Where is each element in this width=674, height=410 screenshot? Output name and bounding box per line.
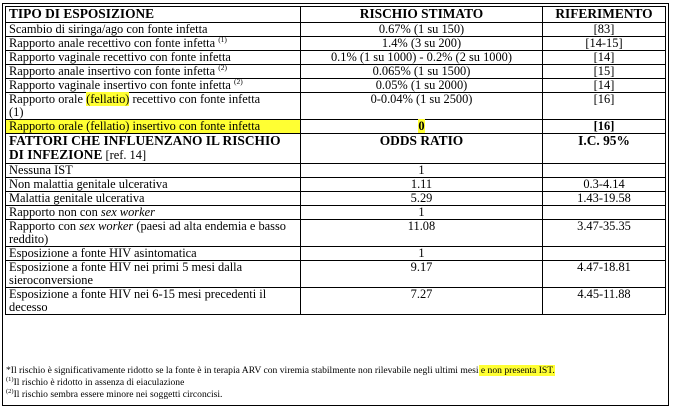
risk-value: 0 xyxy=(301,119,543,133)
exposure-label: Rapporto vaginale insertivo con fonte infetta $^{(2)}$ xyxy=(6,78,301,92)
risk-value: 0.67% (1 su 150) xyxy=(301,22,543,36)
highlighted-text: (fellatio) xyxy=(86,91,130,106)
ci-value: 0.3-4.14 xyxy=(543,177,666,191)
table-row xyxy=(6,246,666,260)
risk-value: 1.4% (3 su 200) xyxy=(301,36,543,50)
odds-ratio-value: 7.27 xyxy=(301,287,543,314)
factor-label: Non malattia genitale ulcerativa xyxy=(6,177,301,191)
table-row xyxy=(6,64,666,78)
table-row xyxy=(6,163,666,177)
footnote-2: $^{(2)}$Il rischio sembra essere minore nei soggetti circoncisi. xyxy=(6,387,223,400)
ci-value: 4.47-18.81 xyxy=(543,260,666,287)
header-confidence-interval: I.C. 95% xyxy=(543,133,666,163)
header-odds-ratio: ODDS RATIO xyxy=(301,133,543,163)
odds-ratio-value: 1 xyxy=(301,205,543,219)
odds-ratio-value: 11.08 xyxy=(301,219,543,246)
reference-value: [14-15] xyxy=(543,36,666,50)
reference-value: [16] xyxy=(543,92,666,119)
risk-table-frame xyxy=(2,3,669,406)
odds-ratio-value: 5.29 xyxy=(301,191,543,205)
exposure-label: Scambio di siringa/ago con fonte infetta xyxy=(6,22,301,36)
header-reference: RIFERIMENTO xyxy=(543,7,666,23)
table-row-highlighted xyxy=(6,119,666,133)
risk-value: 0.1% (1 su 1000) - 0.2% (2 su 1000) xyxy=(301,50,543,64)
exposure-label: Rapporto vaginale recettivo con fonte infetta xyxy=(6,50,301,64)
exposure-label: Rapporto anale insertivo con fonte infetta $^{(2)}$ xyxy=(6,64,301,78)
table-row xyxy=(6,78,666,92)
factor-label: Malattia genitale ulcerativa xyxy=(6,191,301,205)
highlighted-text: e non presenta IST. xyxy=(478,365,555,376)
factor-label: Rapporto con sex worker (paesi ad alta endemia e basso reddito) xyxy=(6,219,301,246)
factor-label: Esposizione a fonte HIV asintomatica xyxy=(6,246,301,260)
ci-value xyxy=(543,205,666,219)
hiv-risk-table xyxy=(5,6,666,315)
header-risk-factors: FATTORI CHE INFLUENZANO IL RISCHIO DI INFEZIONE [ref. 14] xyxy=(6,133,301,163)
risk-value: 0.065% (1 su 1500) xyxy=(301,64,543,78)
footnote-1: $^{(1)}$Il rischio è ridotto in assenza di eiaculazione xyxy=(6,375,185,388)
exposure-label: Rapporto anale recettivo con fonte infetta $^{(1)}$ xyxy=(6,36,301,50)
table-row xyxy=(6,50,666,64)
risk-value: 0-0.04% (1 su 2500) xyxy=(301,92,543,119)
factors-header-row xyxy=(6,133,666,163)
factor-label: Esposizione a fonte HIV nei 6-15 mesi precedenti il decesso xyxy=(6,287,301,314)
ci-value: 4.45-11.88 xyxy=(543,287,666,314)
reference-value: [14] xyxy=(543,78,666,92)
table-row xyxy=(6,205,666,219)
table-row xyxy=(6,287,666,314)
table-row xyxy=(6,22,666,36)
table-row xyxy=(6,36,666,50)
header-exposure-type: TIPO DI ESPOSIZIONE xyxy=(6,7,301,23)
ci-value xyxy=(543,163,666,177)
reference-value: [16] xyxy=(543,119,666,133)
odds-ratio-value: 9.17 xyxy=(301,260,543,287)
footnote-arv: *Il rischio è significativamente ridotto se la fonte è in terapia ARV con viremia stabilmente non rilevabile negli ultimi mesi e non presenta IST. xyxy=(6,365,555,376)
exposure-label: Rapporto orale (fellatio) recettivo con fonte infetta (1) xyxy=(6,92,301,119)
ci-value: 1.43-19.58 xyxy=(543,191,666,205)
table-header-row xyxy=(6,7,666,23)
reference-value: [15] xyxy=(543,64,666,78)
odds-ratio-value: 1.11 xyxy=(301,177,543,191)
reference-value: [14] xyxy=(543,50,666,64)
footnotes xyxy=(6,365,666,401)
table-row xyxy=(6,219,666,246)
header-estimated-risk: RISCHIO STIMATO xyxy=(301,7,543,23)
risk-value: 0.05% (1 su 2000) xyxy=(301,78,543,92)
factor-label: Esposizione a fonte HIV nei primi 5 mesi dalla sieroconversione xyxy=(6,260,301,287)
table-row xyxy=(6,260,666,287)
reference-value: [83] xyxy=(543,22,666,36)
table-row xyxy=(6,191,666,205)
table-row xyxy=(6,177,666,191)
ci-value: 3.47-35.35 xyxy=(543,219,666,246)
odds-ratio-value: 1 xyxy=(301,163,543,177)
table-row xyxy=(6,92,666,119)
odds-ratio-value: 1 xyxy=(301,246,543,260)
factor-label: Nessuna IST xyxy=(6,163,301,177)
ci-value xyxy=(543,246,666,260)
factor-label: Rapporto non con sex worker xyxy=(6,205,301,219)
exposure-label: Rapporto orale (fellatio) insertivo con fonte infetta xyxy=(6,119,301,133)
